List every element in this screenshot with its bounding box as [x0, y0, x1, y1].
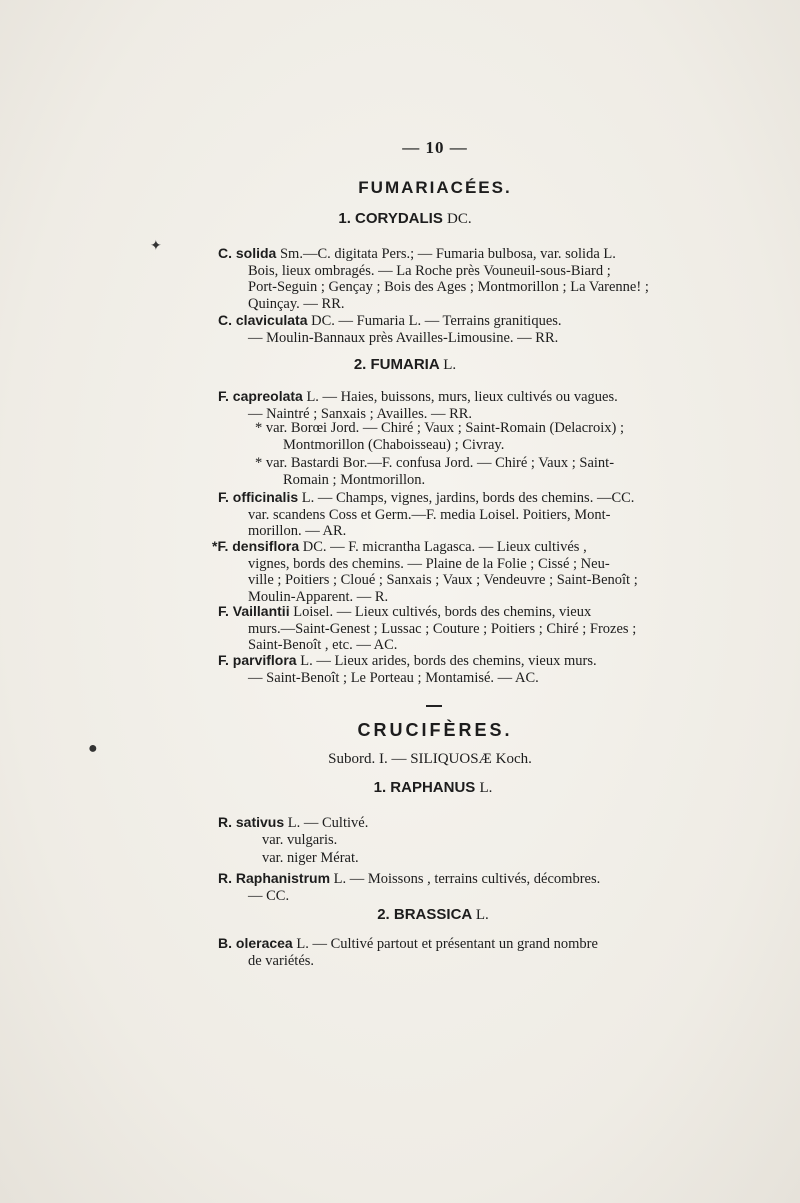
species-entry-raphanistrum	[218, 870, 658, 904]
species-entry-oleracea	[218, 935, 658, 969]
entry-line: de variétés.	[248, 952, 315, 969]
variety-borei	[255, 420, 675, 453]
family-heading-fumariacees: FUMARIACÉES.	[358, 178, 512, 197]
genus-title: 2. BRASSICA	[377, 906, 472, 923]
species-entry-solida	[218, 245, 658, 312]
entry-line: Loisel. — Lieux cultivés, bords des chemins, vieux	[293, 604, 592, 620]
variety-line: Montmorillon (Chaboisseau) ; Civray.	[283, 436, 505, 453]
entry-line: L. — Champs, vignes, jardins, bords des chemins. —CC.	[301, 490, 635, 506]
species-name: R. sativus	[218, 814, 285, 830]
entry-line: morillon. — AR.	[248, 523, 347, 539]
genus-heading-corydalis	[0, 210, 800, 228]
entry-line: — Moulin-Bannaux près Availles-Limousine. — RR.	[248, 329, 559, 346]
entry-line: L. — Cultivé partout et présentant un grand nombre	[296, 936, 598, 952]
genus-author: L.	[443, 357, 457, 373]
genus-heading-brassica	[28, 906, 800, 924]
species-name: F. parviflora	[218, 652, 297, 668]
species-entry-capreolata	[218, 388, 658, 422]
entry-line: L. — Cultivé.	[287, 815, 369, 831]
entry-line: L. — Lieux arides, bords des chemins, vieux murs.	[300, 653, 597, 669]
entry-line: — CC.	[248, 887, 290, 904]
genus-author: DC.	[447, 211, 472, 227]
species-entry-vaillantii	[218, 603, 658, 654]
variety-niger	[262, 850, 682, 867]
entry-line: DC. — Fumaria L. — Terrains granitiques.	[311, 313, 562, 329]
species-entry-parviflora	[218, 652, 658, 686]
species-entry-densiflora	[212, 538, 652, 605]
entry-line: var. scandens Coss et Germ.—F. media Loisel. Poitiers, Mont-	[248, 506, 611, 523]
entry-line: — Naintré ; Sanxais ; Availles. — RR.	[248, 405, 473, 422]
entry-line: Sm.—C. digitata Pers.; — Fumaria bulbosa, var. solida L.	[279, 246, 616, 262]
section-divider	[426, 705, 442, 707]
variety-vulgaris	[262, 832, 682, 849]
species-name: F. capreolata	[218, 388, 303, 404]
genus-title: 2. FUMARIA	[353, 356, 440, 373]
entry-line: murs.—Saint-Genest ; Lussac ; Couture ; Poitiers ; Chiré ; Frozes ;	[248, 620, 637, 637]
species-entry-officinalis	[218, 489, 658, 540]
entry-line: ville ; Poitiers ; Cloué ; Sanxais ; Vaux ; Vendeuvre ; Saint-Benoît ;	[248, 572, 638, 588]
genus-title: 1. RAPHANUS	[373, 779, 476, 796]
page-number: — 10 —	[402, 138, 468, 157]
entry-line: L. — Haies, buissons, murs, lieux cultivés ou vagues.	[306, 389, 618, 405]
entry-line: L. — Moissons , terrains cultivés, décombres.	[333, 871, 601, 887]
entry-line: Saint-Benoît , etc. — AC.	[248, 637, 398, 653]
variety-line: * var. Bastardi Bor.—F. confusa Jord. — Chiré ; Vaux ; Saint-	[255, 455, 615, 471]
family-heading-cruciferes: CRUCIFÈRES.	[357, 720, 513, 740]
genus-author: L.	[479, 780, 493, 796]
variety-line: var. niger Mérat.	[262, 850, 359, 866]
genus-heading-fumaria	[0, 356, 800, 374]
genus-title: 1. CORYDALIS	[338, 210, 443, 227]
species-name: B. oleracea	[218, 935, 293, 951]
entry-line: — Saint-Benoît ; Le Porteau ; Montamisé. — AC.	[248, 669, 539, 686]
entry-line: Moulin-Apparent. — R.	[248, 588, 389, 605]
species-name: C. solida	[218, 245, 277, 261]
variety-line: var. vulgaris.	[262, 832, 338, 848]
entry-line: Quinçay. — RR.	[248, 295, 345, 312]
suborder-heading: Subord. I. — SILIQUOSÆ Koch.	[328, 751, 532, 767]
species-name: C. claviculata	[218, 312, 308, 328]
species-entry-sativus	[218, 814, 658, 832]
margin-mark: ✦	[150, 239, 162, 254]
entry-line: Port-Seguin ; Gençay ; Bois des Ages ; Montmorillon ; La Varenne! ;	[248, 279, 649, 295]
variety-line: Romain ; Montmorillon.	[283, 471, 426, 488]
species-name: R. Raphanistrum	[218, 870, 331, 886]
genus-author: L.	[475, 907, 489, 923]
margin-mark: ●	[88, 740, 98, 757]
entry-line: vignes, bords des chemins. — Plaine de la Folie ; Cissé ; Neu-	[248, 555, 610, 572]
variety-bastardi	[255, 455, 675, 488]
variety-line: * var. Borœi Jord. — Chiré ; Vaux ; Saint-Romain (Delacroix) ;	[255, 420, 625, 436]
genus-heading-raphanus	[28, 779, 800, 797]
species-entry-claviculata	[218, 312, 658, 346]
species-name: *F. densiflora	[212, 538, 300, 554]
entry-line: DC. — F. micrantha Lagasca. — Lieux cultivés ,	[302, 539, 587, 555]
species-name: F. officinalis	[218, 489, 299, 505]
entry-line: Bois, lieux ombragés. — La Roche près Vouneuil-sous-Biard ;	[248, 262, 611, 279]
species-name: F. Vaillantii	[218, 603, 290, 619]
